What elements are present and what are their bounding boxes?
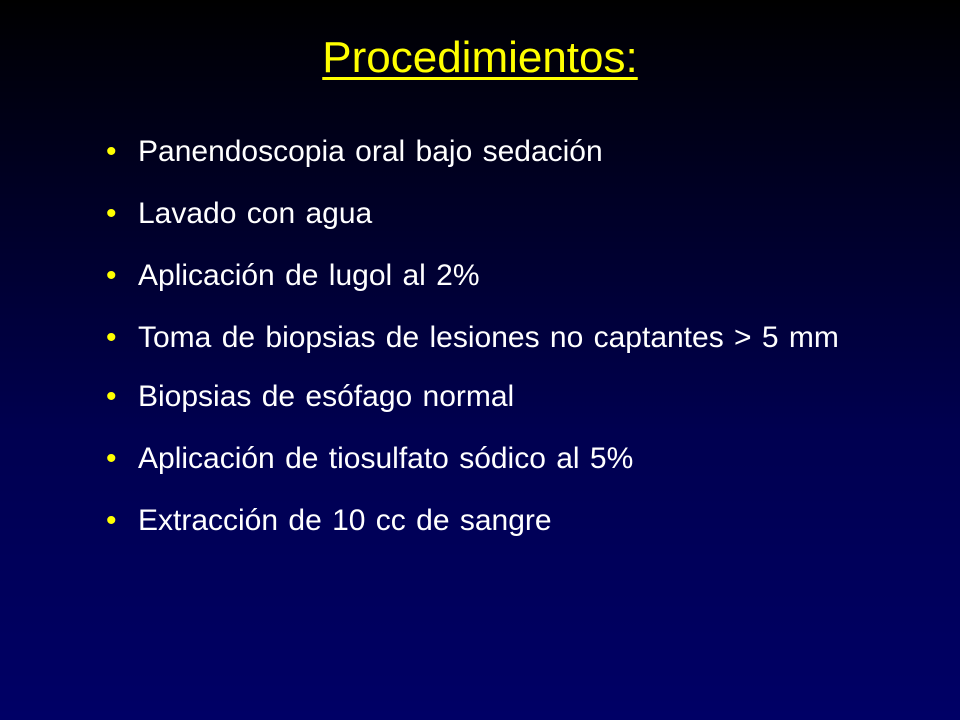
bullet-icon: •: [106, 504, 117, 537]
bullet-text: Aplicación de lugol al 2%: [138, 259, 480, 292]
slide-title: Procedimientos:: [322, 33, 638, 82]
bullet-icon: •: [106, 259, 117, 292]
bullet-item: [106, 377, 906, 417]
bullet-text: Biopsias de esófago normal: [138, 380, 515, 413]
bullet-text: Aplicación de tiosulfato sódico al 5%: [138, 442, 634, 475]
bullet-text: Toma de biopsias de lesiones no captantes > 5 mm: [138, 321, 839, 354]
bullet-text: Panendoscopia oral bajo sedación: [138, 135, 603, 168]
bullet-item: [106, 501, 906, 541]
bullet-item: [106, 315, 906, 360]
bullet-text: Extracción de 10 cc de sangre: [138, 504, 552, 537]
bullet-list: [106, 132, 906, 563]
bullet-text: Lavado con agua: [138, 197, 373, 230]
bullet-item: [106, 256, 906, 296]
bullet-item: [106, 439, 906, 479]
bullet-icon: •: [106, 197, 117, 230]
bullet-icon: •: [106, 135, 117, 168]
bullet-icon: •: [106, 380, 117, 413]
bullet-item: [106, 194, 906, 234]
bullet-icon: •: [106, 321, 117, 354]
bullet-icon: •: [106, 442, 117, 475]
bullet-item: [106, 132, 906, 172]
